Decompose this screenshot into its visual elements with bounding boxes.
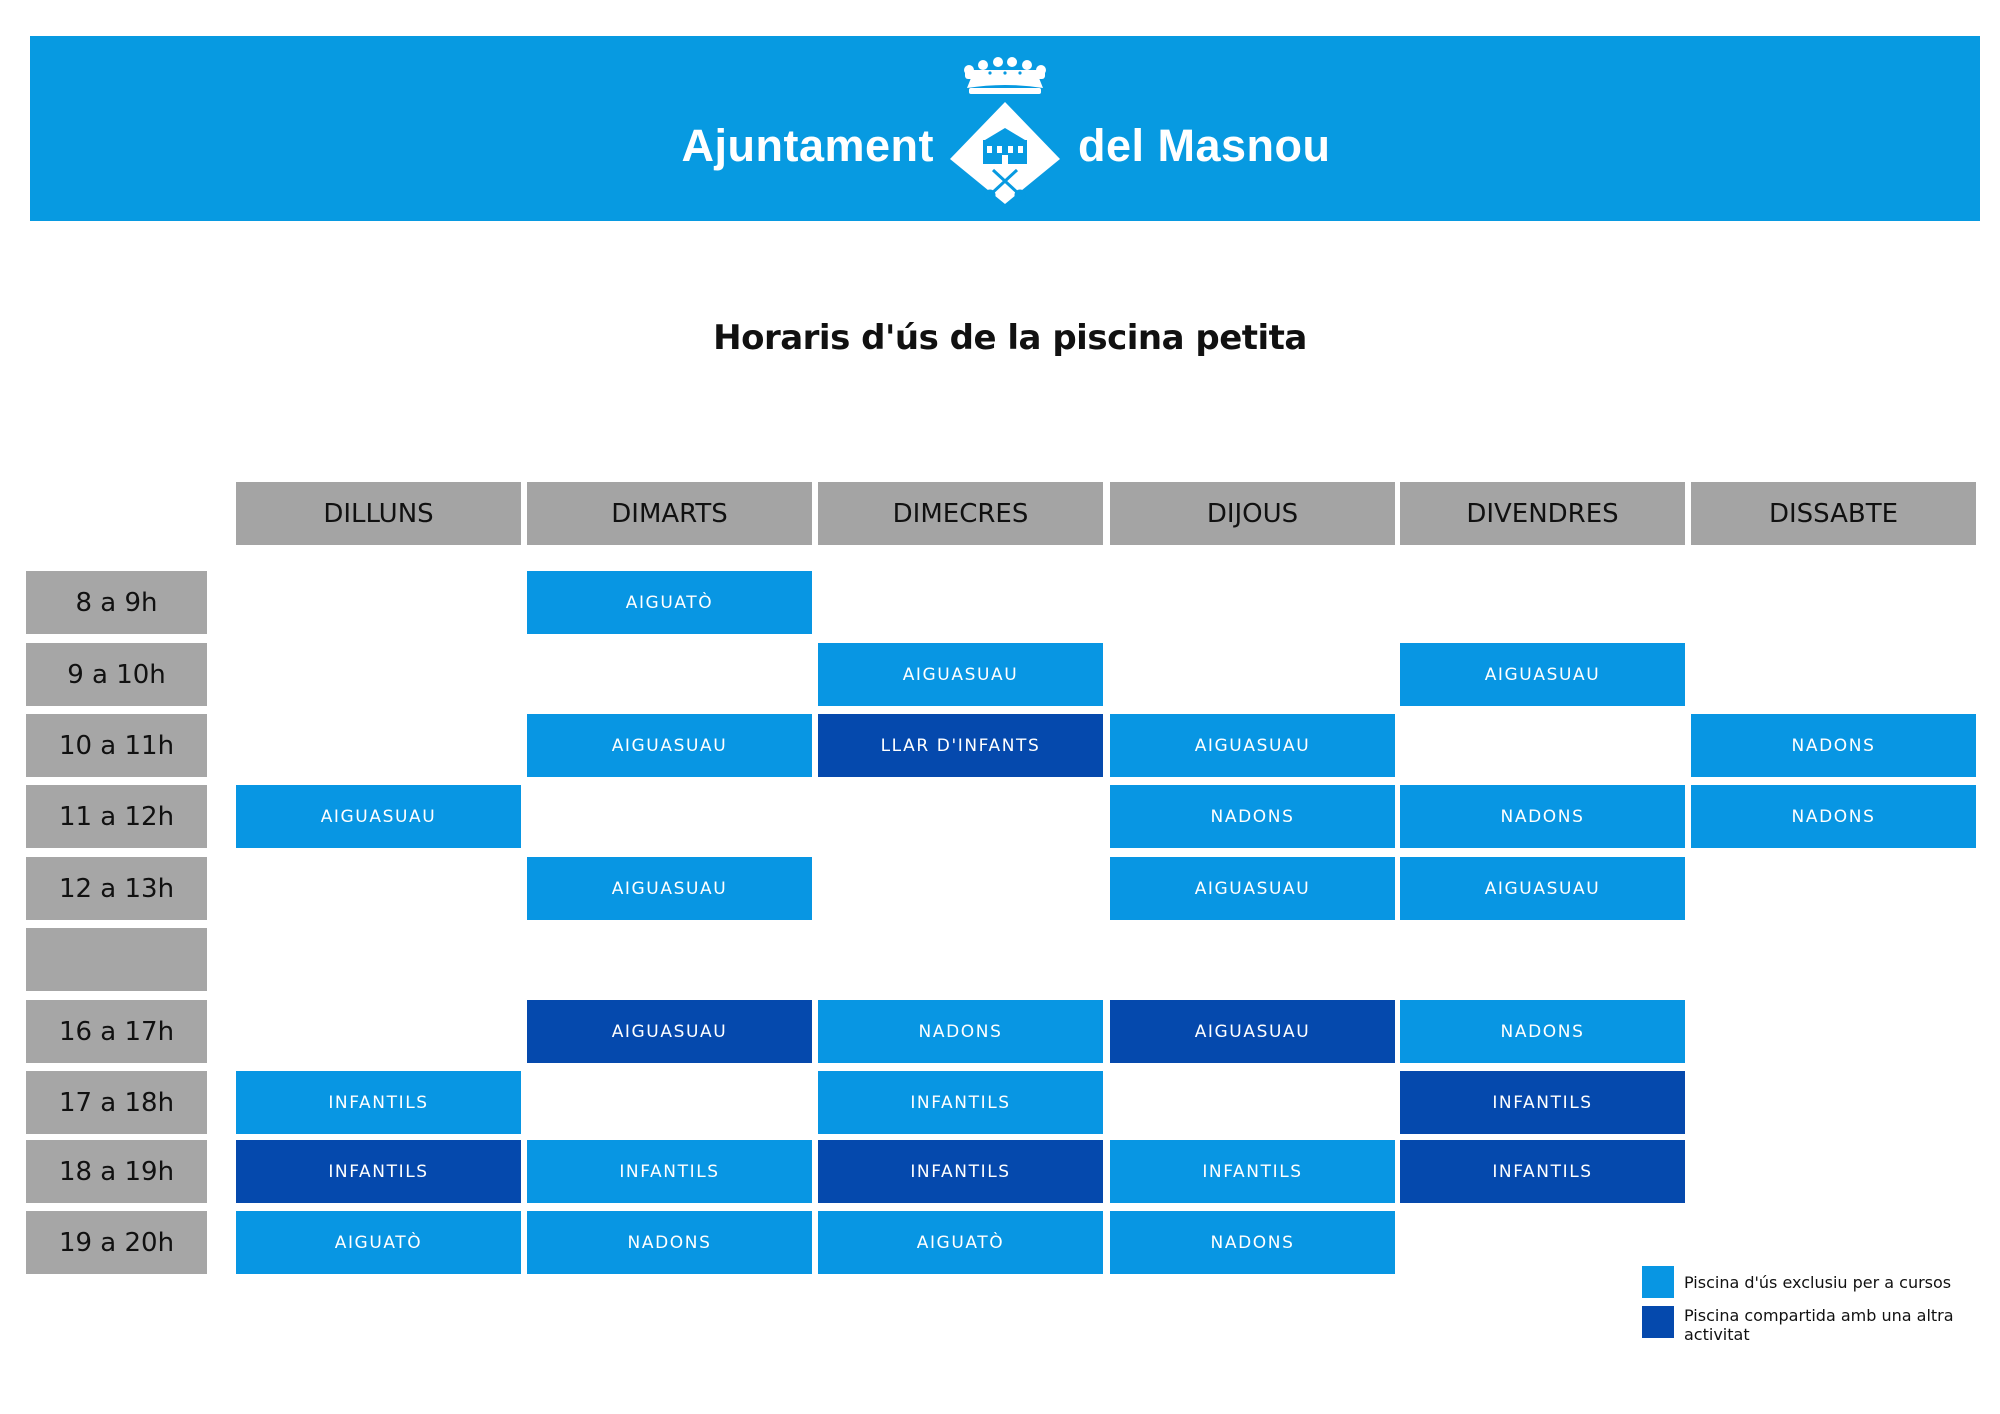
page-title: Horaris d'ús de la piscina petita	[713, 318, 1307, 358]
schedule-cell-shared: INFANTILS	[1400, 1140, 1685, 1203]
time-slot-label	[26, 928, 207, 991]
schedule-cell-shared: INFANTILS	[236, 1140, 521, 1203]
schedule-cell-exclusive: AIGUASUAU	[1400, 857, 1685, 920]
masnou-coat-of-arms-icon	[945, 54, 1065, 204]
schedule-cell-shared: AIGUASUAU	[1110, 1000, 1395, 1063]
schedule-cell-exclusive: AIGUASUAU	[1400, 643, 1685, 706]
day-header-dissabte: DISSABTE	[1691, 482, 1976, 545]
schedule-cell-shared: AIGUASUAU	[527, 1000, 812, 1063]
schedule-cell-exclusive: AIGUASUAU	[1110, 714, 1395, 777]
schedule-cell-exclusive: INFANTILS	[236, 1071, 521, 1134]
time-slot-label: 16 a 17h	[26, 1000, 207, 1063]
time-slot-label: 19 a 20h	[26, 1211, 207, 1274]
schedule-cell-shared: INFANTILS	[1400, 1071, 1685, 1134]
day-header-dilluns: DILLUNS	[236, 482, 521, 545]
legend-swatch-exclusive	[1642, 1266, 1674, 1298]
schedule-cell-exclusive: AIGUASUAU	[527, 714, 812, 777]
schedule-cell-exclusive: NADONS	[1691, 714, 1976, 777]
legend-label-shared: Piscina compartida amb una altra activitat	[1684, 1306, 1954, 1344]
schedule-cell-exclusive: AIGUASUAU	[527, 857, 812, 920]
schedule-cell-exclusive: AIGUASUAU	[1110, 857, 1395, 920]
schedule-cell-exclusive: NADONS	[1400, 785, 1685, 848]
day-header-dimecres: DIMECRES	[818, 482, 1103, 545]
schedule-cell-exclusive: AIGUATÒ	[236, 1211, 521, 1274]
schedule-cell-exclusive: INFANTILS	[527, 1140, 812, 1203]
legend-label-exclusive: Piscina d'ús exclusiu per a cursos	[1684, 1273, 1952, 1292]
schedule-cell-exclusive: AIGUATÒ	[527, 571, 812, 634]
time-slot-label: 8 a 9h	[26, 571, 207, 634]
schedule-cell-exclusive: AIGUASUAU	[818, 643, 1103, 706]
schedule-cell-exclusive: NADONS	[1691, 785, 1976, 848]
schedule-cell-exclusive: NADONS	[1110, 1211, 1395, 1274]
time-slot-label: 10 a 11h	[26, 714, 207, 777]
time-slot-label: 17 a 18h	[26, 1071, 207, 1134]
schedule-cell-exclusive: NADONS	[818, 1000, 1103, 1063]
schedule-cell-shared: LLAR D'INFANTS	[818, 714, 1103, 777]
day-header-dijous: DIJOUS	[1110, 482, 1395, 545]
schedule-cell-exclusive: NADONS	[1110, 785, 1395, 848]
schedule-cell-exclusive: INFANTILS	[818, 1071, 1103, 1134]
legend-swatch-shared	[1642, 1306, 1674, 1338]
header-title-left: Ajuntament	[681, 120, 934, 171]
schedule-cell-exclusive: INFANTILS	[1110, 1140, 1395, 1203]
time-slot-label: 11 a 12h	[26, 785, 207, 848]
schedule-cell-exclusive: NADONS	[1400, 1000, 1685, 1063]
time-slot-label: 9 a 10h	[26, 643, 207, 706]
schedule-cell-exclusive: NADONS	[527, 1211, 812, 1274]
schedule-cell-exclusive: AIGUASUAU	[236, 785, 521, 848]
time-slot-label: 12 a 13h	[26, 857, 207, 920]
day-header-divendres: DIVENDRES	[1400, 482, 1685, 545]
day-header-dimarts: DIMARTS	[527, 482, 812, 545]
time-slot-label: 18 a 19h	[26, 1140, 207, 1203]
schedule-cell-exclusive: AIGUATÒ	[818, 1211, 1103, 1274]
header-title-right: del Masnou	[1078, 120, 1331, 171]
schedule-cell-shared: INFANTILS	[818, 1140, 1103, 1203]
